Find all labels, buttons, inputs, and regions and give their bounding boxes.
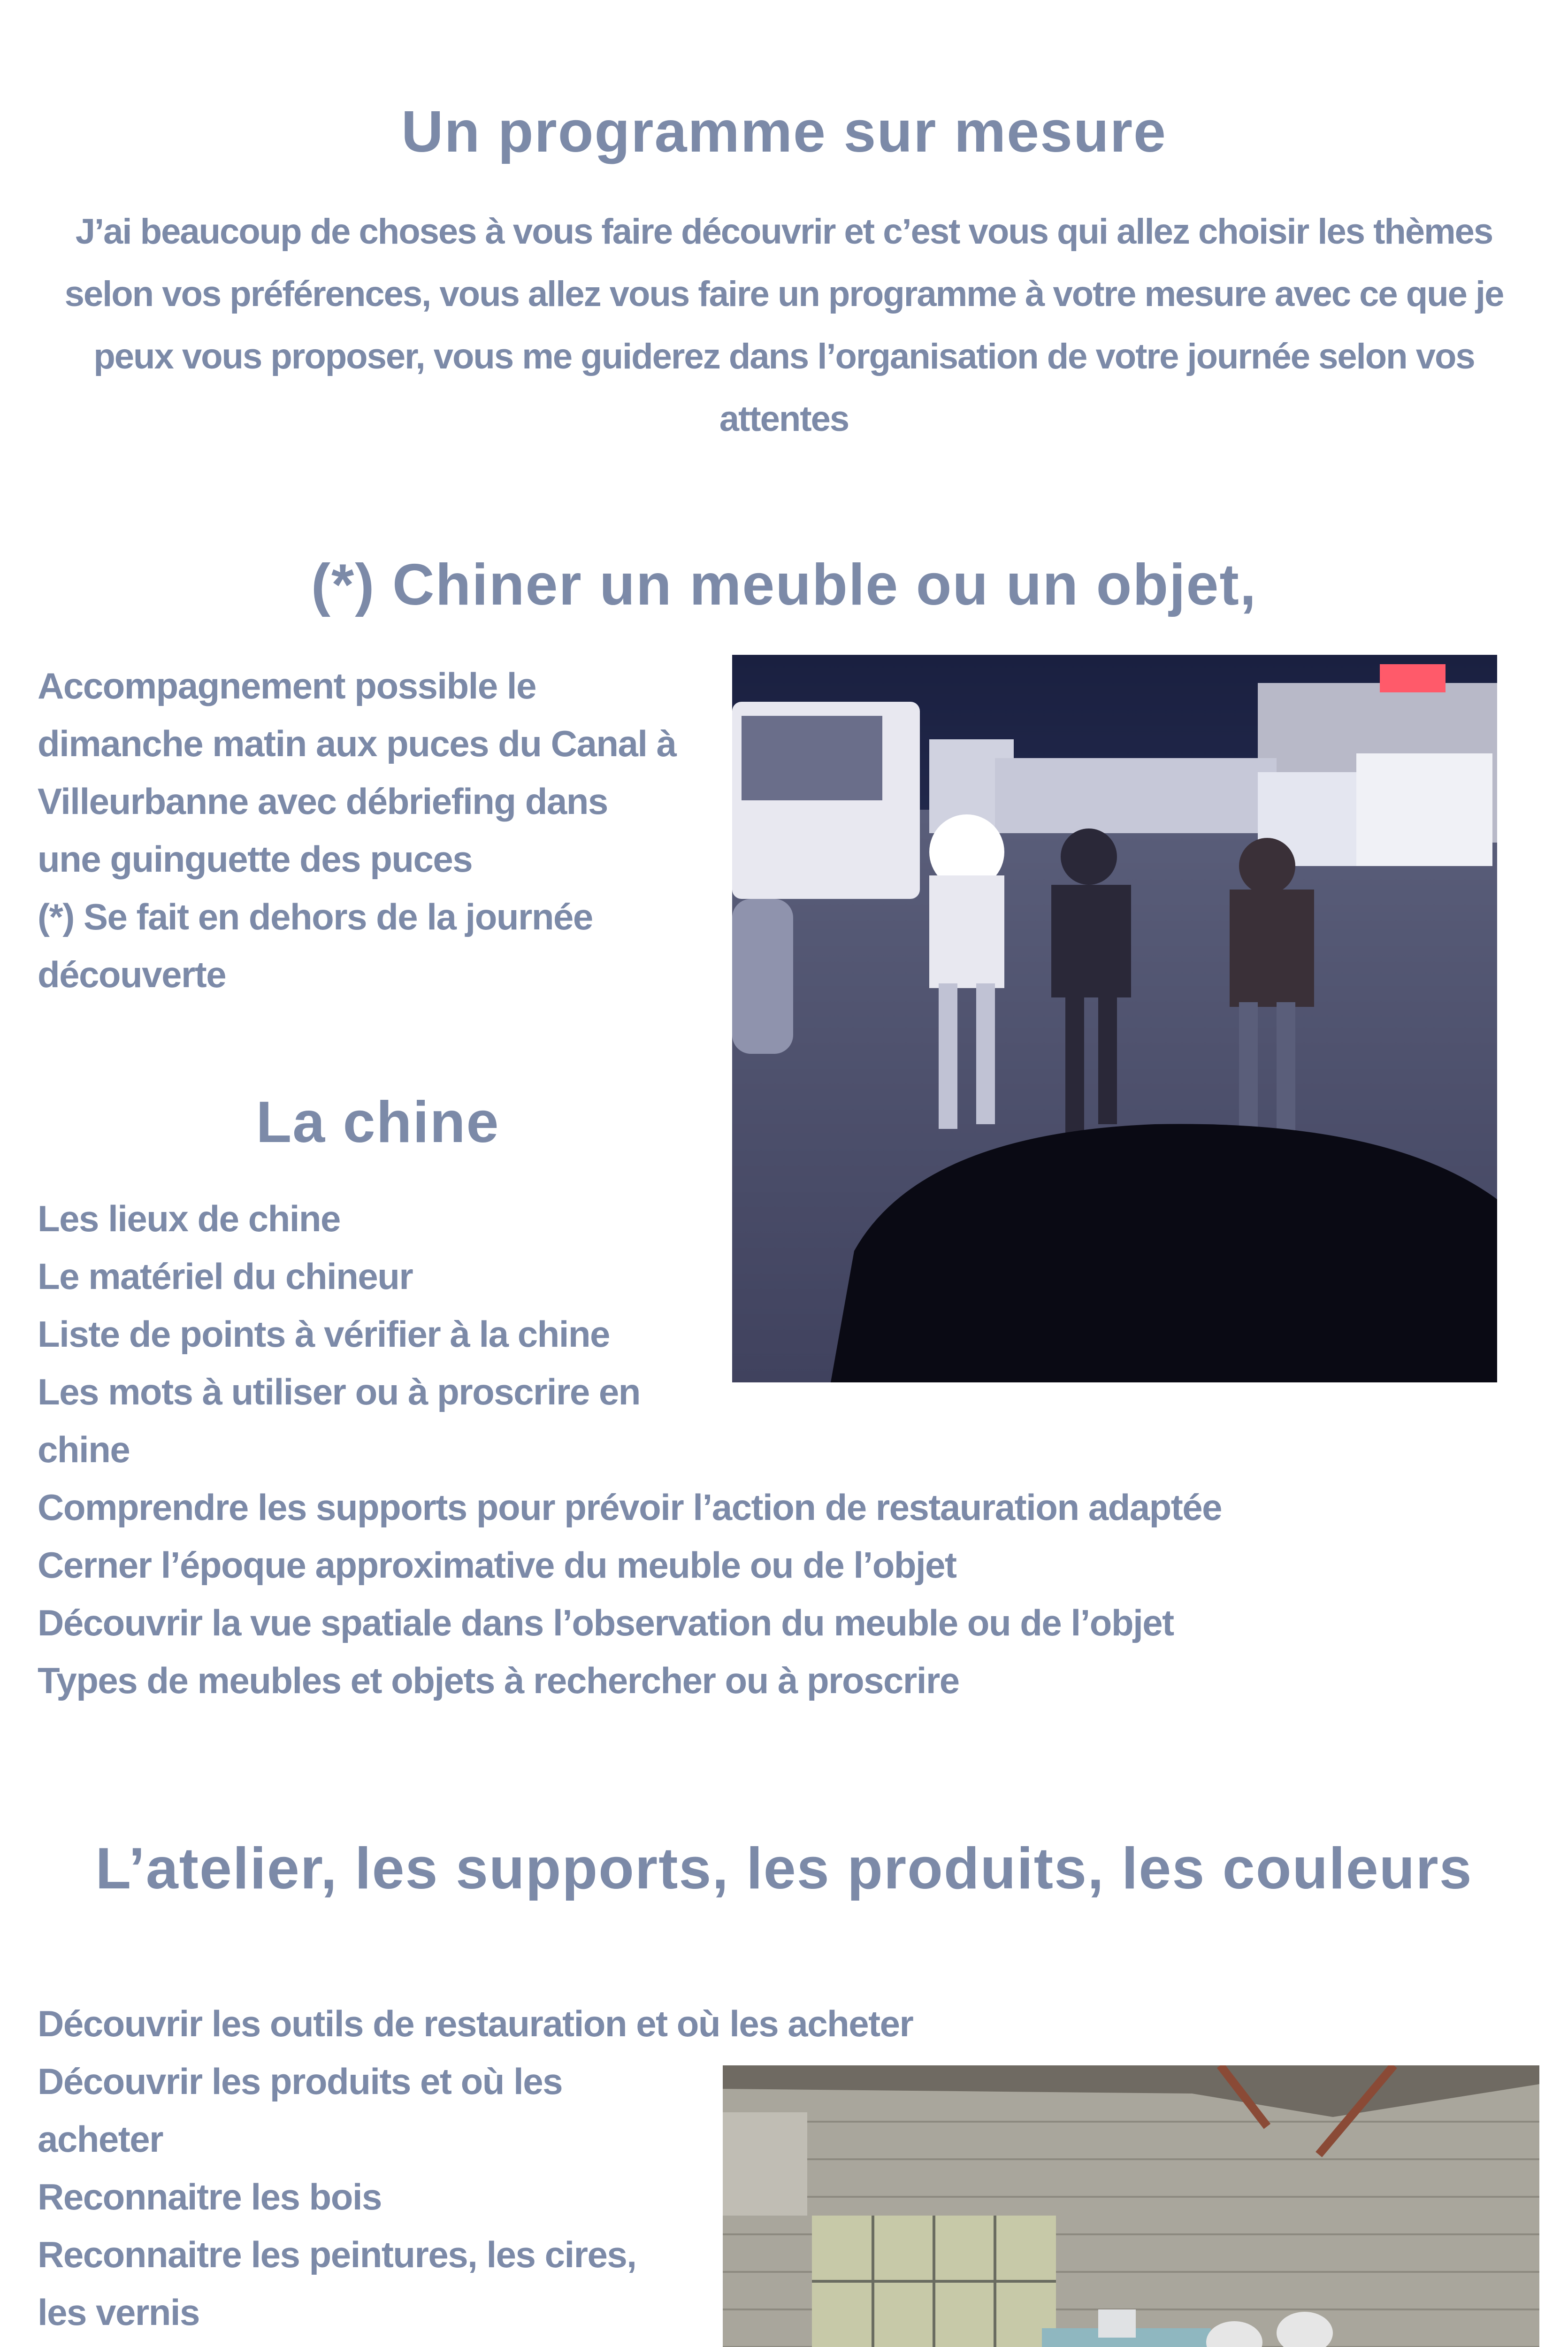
chine-line: Découvrir la vue spatiale dans l’observation du meuble ou de l’objet xyxy=(38,1602,1174,1643)
programme-title: Un programme sur mesure xyxy=(401,100,1167,164)
chiner-line: dimanche matin aux puces du Canal à xyxy=(38,723,676,764)
chine-line: Les mots à utiliser ou à proscrire en xyxy=(38,1371,640,1412)
chine-line: Le matériel du chineur xyxy=(38,1256,413,1297)
chiner-line: Villeurbanne avec débriefing dans xyxy=(38,781,608,822)
chine-line: chine xyxy=(38,1429,130,1470)
atelier-line: Découvrir les produits et où les xyxy=(38,2061,562,2102)
chine-line: Les lieux de chine xyxy=(38,1198,340,1239)
chine-line: Types de meubles et objets à rechercher ou à proscrire xyxy=(38,1660,959,1701)
chiner-text xyxy=(38,657,676,1004)
chiner-line: (*) Se fait en dehors de la journée xyxy=(38,896,593,937)
atelier-line: acheter xyxy=(38,2118,163,2160)
atelier-line: Découvrir les outils de restauration et où les acheter xyxy=(38,2003,913,2044)
chiner-title: (*) Chiner un meuble ou un objet, xyxy=(311,552,1257,617)
atelier-line: Reconnaitre les peintures, les cires, xyxy=(38,2234,636,2275)
chine-line: Liste de points à vérifier à la chine xyxy=(38,1313,610,1355)
chine-text xyxy=(38,1190,1222,1710)
chine-title: La chine xyxy=(256,1090,500,1155)
chiner-line: découverte xyxy=(38,954,226,995)
atelier-line: les vernis xyxy=(38,2292,199,2333)
chiner-line: Accompagnement possible le xyxy=(38,665,536,706)
atelier-line: Reconnaitre les bois xyxy=(38,2176,382,2217)
programme-intro: J’ai beaucoup de choses à vous faire découvrir et c’est vous qui allez choisir les thèmes selon vos préférences, vous allez vous faire un programme à votre mesure avec ce que je peux vous proposer, vous me guiderez dans l’organisation de votre journée selon vos attentes xyxy=(64,212,1504,439)
workshop-photo xyxy=(723,2065,1539,2347)
atelier-title: L’atelier, les supports, les produits, les couleurs xyxy=(95,1836,1473,1901)
chiner-line: une guinguette des puces xyxy=(38,838,473,880)
chine-line: Cerner l’époque approximative du meuble ou de l’objet xyxy=(38,1544,956,1586)
chine-line: Comprendre les supports pour prévoir l’action de restauration adaptée xyxy=(38,1487,1222,1528)
